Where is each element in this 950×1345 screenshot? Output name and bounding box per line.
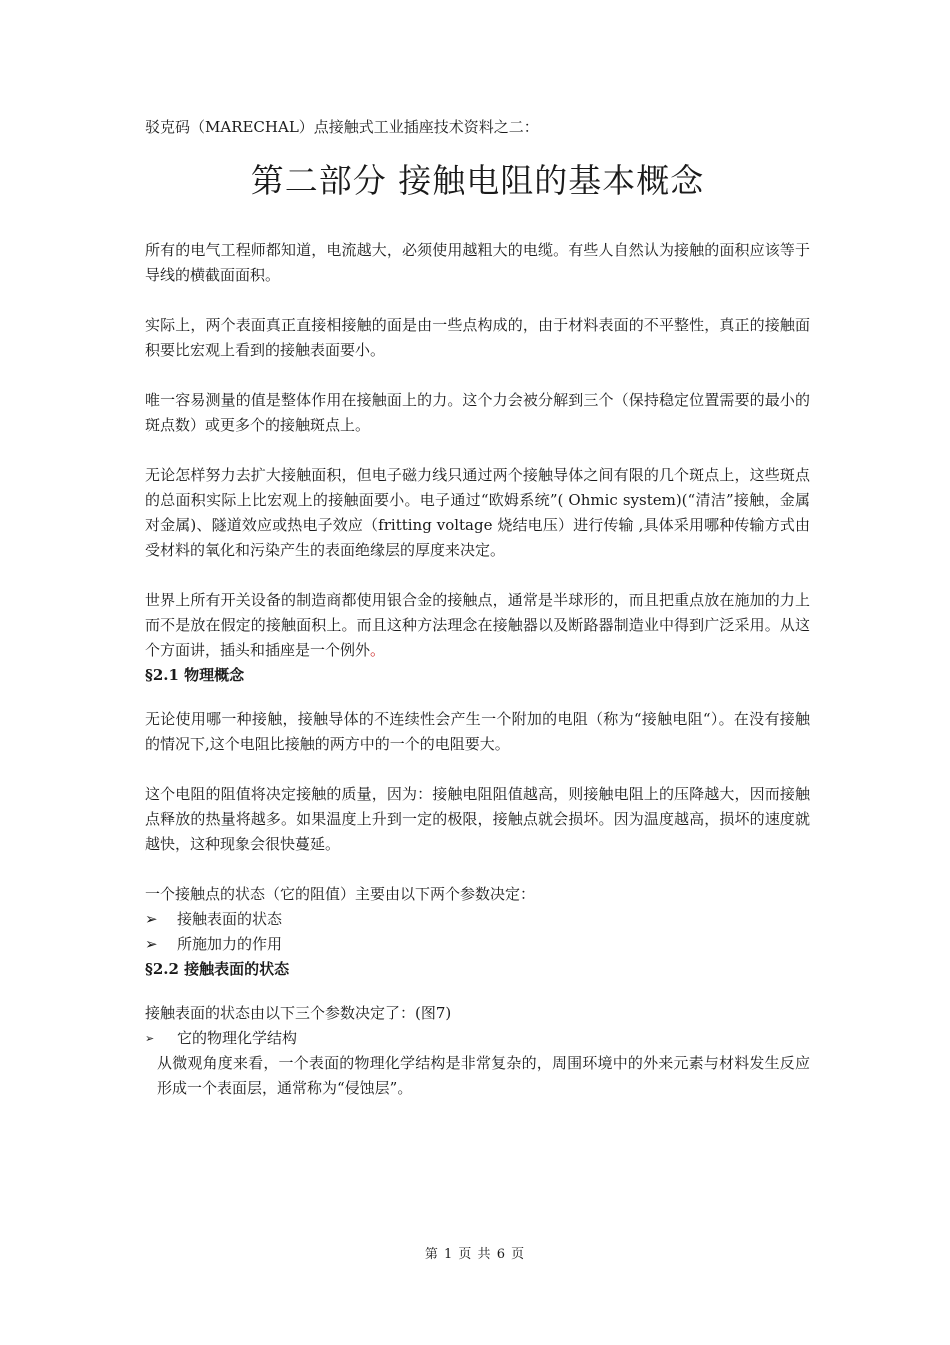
section-2-2-bullet-description: 从微观角度来看，一个表面的物理化学结构是非常复杂的，周围环境中的外来元素与材料发生反应形成一个表面层，通常称为“侵蚀层”。	[157, 1054, 810, 1097]
list-item-text: 它的物理化学结构	[177, 1029, 298, 1047]
section-2-1-paragraph-2: 这个电阻的阻值将决定接触的质量，因为：接触电阻阻值越高，则接触电阻上的压降越大，因而接触点释放的热量将越多。如果温度上升到一定的极限，接触点就会损坏。因为温度越高，损坏的速度就越快，这种现象会很快蔓延。	[145, 785, 810, 853]
document-body	[145, 116, 810, 1101]
section-2-2-heading: §2.2 接触表面的状态	[145, 960, 290, 978]
list-item-text: 所施加力的作用	[177, 935, 283, 953]
page-title: 第二部分 接触电阻的基本概念	[250, 161, 705, 200]
paragraph-5-end-mark: 。	[370, 641, 386, 659]
paragraph-5	[145, 588, 810, 663]
section-2-1-paragraph-1: 无论使用哪一种接触，接触导体的不连续性会产生一个附加的电阻（称为“接触电阻“）。在没有接触的情况下,这个电阻比接触的两方中的一个的电阻要大。	[145, 710, 810, 753]
paragraph-3: 唯一容易测量的值是整体作用在接触面上的力。这个力会被分解到三个（保持稳定位置需要的最小的斑点数）或更多个的接触斑点上。	[145, 391, 810, 434]
page-footer: 第 1 页 共 6 页	[424, 1247, 526, 1262]
list-item	[145, 1026, 810, 1051]
arrow-bullet-icon: ➢	[145, 910, 158, 928]
intro-line: 驳克码（MARECHAL）点接触式工业插座技术资料之二：	[145, 118, 539, 136]
arrow-bullet-icon: ➢	[145, 1032, 155, 1045]
paragraph-5-text: 世界上所有开关设备的制造商都使用银合金的接触点，通常是半球形的，而且把重点放在施加的力上而不是放在假定的接触面积上。而且这种方法理念在接触器以及断路器制造业中得到广泛采用。从这个方面讲，插头和插座是一个例外	[145, 591, 810, 659]
arrow-bullet-icon: ➢	[145, 935, 158, 953]
paragraph-4: 无论怎样努力去扩大接触面积，但电子磁力线只通过两个接触导体之间有限的几个斑点上，这些斑点的总面积实际上比宏观上的接触面要小。电子通过“欧姆系统”( Ohmic system)(“清洁”接触，金属对金属)、隧道效应或热电子效应（fritting voltage 烧结电压）进行传输 ,具体采用哪种传输方式由受材料的氧化和污染产生的表面绝缘层的厚度来决定。	[145, 466, 810, 559]
section-2-2-paragraph-1: 接触表面的状态由以下三个参数决定了：(图7)	[145, 1004, 452, 1022]
list-item-text: 接触表面的状态	[177, 910, 283, 928]
list-item	[145, 907, 810, 932]
section-2-1-heading: §2.1 物理概念	[145, 666, 245, 684]
paragraph-2: 实际上，两个表面真正直接相接触的面是由一些点构成的，由于材料表面的不平整性，真正的接触面积要比宏观上看到的接触表面要小。	[145, 316, 810, 359]
paragraph-1: 所有的电气工程师都知道，电流越大，必须使用越粗大的电缆。有些人自然认为接触的面积应该等于导线的横截面面积。	[145, 241, 810, 284]
list-item	[145, 932, 810, 957]
section-2-1-paragraph-3: 一个接触点的状态（它的阻值）主要由以下两个参数决定：	[145, 885, 536, 903]
